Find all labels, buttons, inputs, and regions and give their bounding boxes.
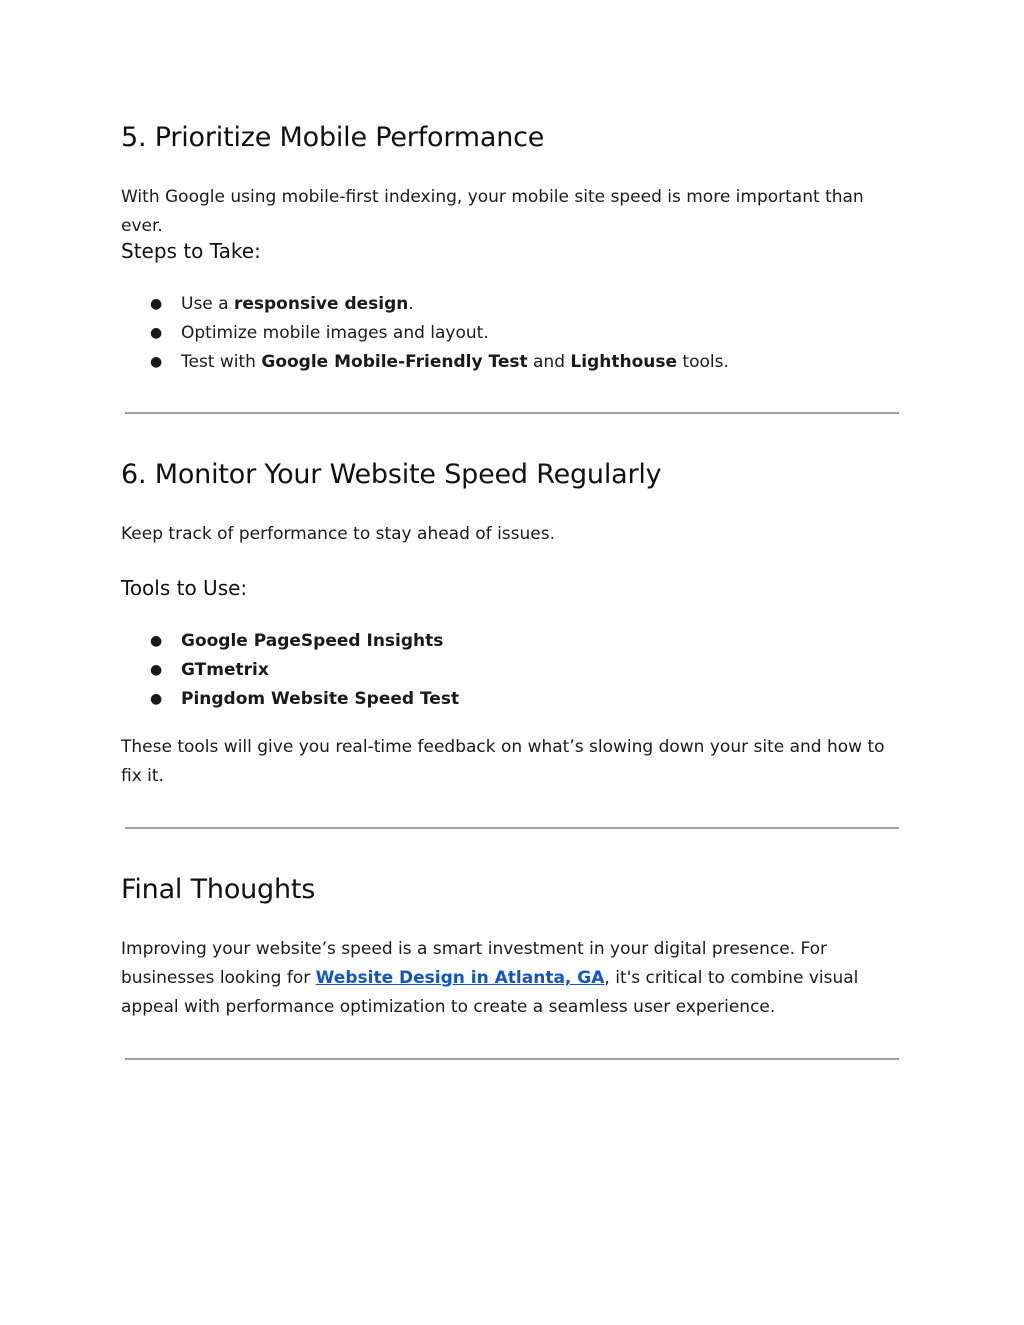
- list-item: ● Test with Google Mobile-Friendly Test and Lighthouse tools.: [121, 348, 896, 377]
- list-item: ● Optimize mobile images and layout.: [121, 319, 896, 348]
- bullet-icon: ●: [150, 662, 163, 678]
- final-heading: Final Thoughts: [121, 874, 316, 905]
- section-6-heading: 6. Monitor Your Website Speed Regularly: [121, 459, 662, 490]
- final-paragraph: Improving your website’s speed is a smart investment in your digital presence. For businesses looking for Website Design in Atlanta, GA, it's critical to combine visual appeal with performance optimization to create a seamless user experience.: [121, 939, 859, 1017]
- section-5-steps-list: [121, 290, 896, 377]
- divider: [125, 1058, 899, 1060]
- bullet-icon: ●: [150, 691, 163, 707]
- list-item: [121, 685, 896, 714]
- list-item: [121, 627, 896, 656]
- bold-text: Lighthouse: [570, 352, 677, 372]
- bold-text: responsive design: [233, 294, 409, 314]
- tool-name: Google PageSpeed Insights: [181, 631, 444, 651]
- bullet-icon: ●: [150, 325, 163, 341]
- section-5-intro: With Google using mobile-first indexing, your mobile site speed is more important than ever.: [121, 187, 864, 236]
- section-6-outro: These tools will give you real-time feedback on what’s slowing down your site and how to fix it.: [121, 737, 885, 786]
- section-6-intro: Keep track of performance to stay ahead of issues.: [121, 524, 556, 544]
- website-design-link[interactable]: Website Design in Atlanta, GA: [315, 968, 605, 988]
- section-5-subheading: Steps to Take:: [121, 239, 261, 263]
- bullet-icon: ●: [150, 633, 163, 649]
- bullet-icon: ●: [150, 296, 163, 312]
- list-item: ● Use a responsive design.: [121, 290, 896, 319]
- divider: [125, 412, 899, 414]
- section-6-tools-list: [121, 627, 896, 714]
- bold-text: Google Mobile-Friendly Test: [261, 352, 528, 372]
- tool-name: GTmetrix: [181, 660, 269, 680]
- section-5-heading: 5. Prioritize Mobile Performance: [121, 122, 545, 153]
- divider: [125, 827, 899, 829]
- tool-name: Pingdom Website Speed Test: [181, 689, 460, 709]
- bullet-icon: ●: [150, 354, 163, 370]
- section-6-subheading: Tools to Use:: [121, 576, 248, 600]
- list-item: [121, 656, 896, 685]
